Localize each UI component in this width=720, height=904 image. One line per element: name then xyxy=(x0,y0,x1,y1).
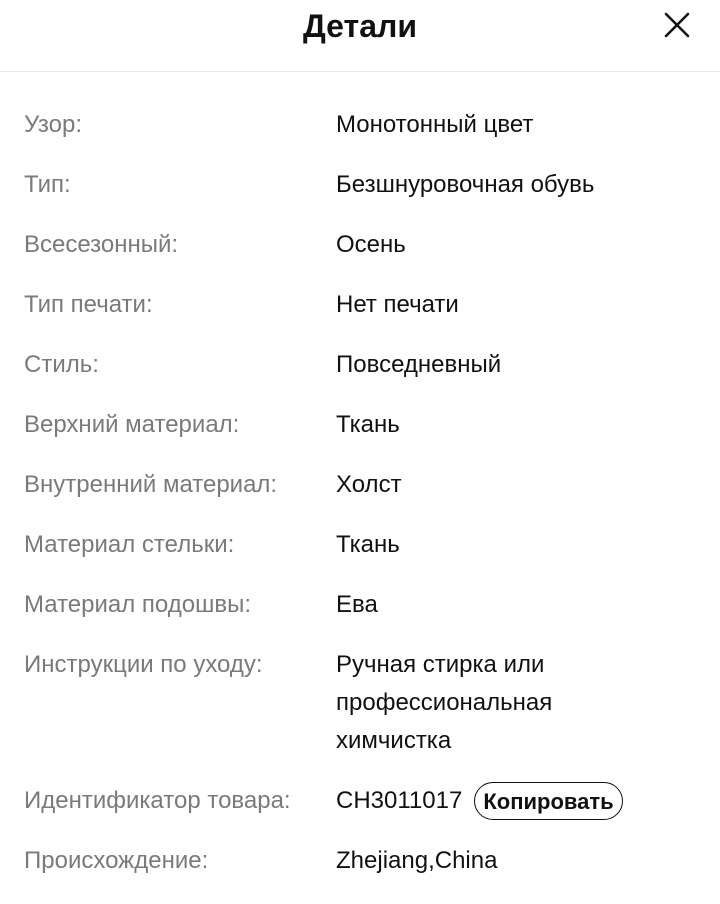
detail-value: Нет печати xyxy=(336,291,459,318)
detail-value: Ева xyxy=(336,591,378,618)
detail-label: Всесезонный: xyxy=(24,231,179,258)
detail-label: Инструкции по уходу: xyxy=(24,651,263,678)
detail-value: Холст xyxy=(336,471,402,498)
detail-label: Узор: xyxy=(24,111,82,138)
close-icon xyxy=(662,10,692,40)
detail-value: Ткань xyxy=(336,531,400,558)
detail-value: Zhejiang,China xyxy=(336,847,498,874)
detail-value: Монотонный цвет xyxy=(336,111,534,138)
copy-button[interactable]: Копировать xyxy=(474,782,622,820)
details-header xyxy=(0,0,720,72)
detail-value: Ткань xyxy=(336,411,400,438)
detail-label: Стиль: xyxy=(24,351,99,378)
product-id-value: CH3011017 xyxy=(336,787,463,814)
close-button[interactable] xyxy=(662,10,692,40)
detail-value: Повседневный xyxy=(336,351,502,378)
detail-value: Безшнуровочная обувь xyxy=(336,171,595,198)
detail-label: Верхний материал: xyxy=(24,411,240,438)
detail-label: Идентификатор товара: xyxy=(24,787,291,814)
product-id-group xyxy=(336,782,696,820)
detail-value: Ручная стирка или профессиональная химчистка xyxy=(336,651,553,754)
detail-label: Материал стельки: xyxy=(24,531,235,558)
detail-value: Осень xyxy=(336,231,406,258)
detail-label: Происхождение: xyxy=(24,847,209,874)
detail-label: Тип: xyxy=(24,171,71,198)
page-title: Детали xyxy=(302,8,418,44)
detail-label: Внутренний материал: xyxy=(24,471,278,498)
detail-label: Материал подошвы: xyxy=(24,591,252,618)
detail-label: Тип печати: xyxy=(24,291,153,318)
